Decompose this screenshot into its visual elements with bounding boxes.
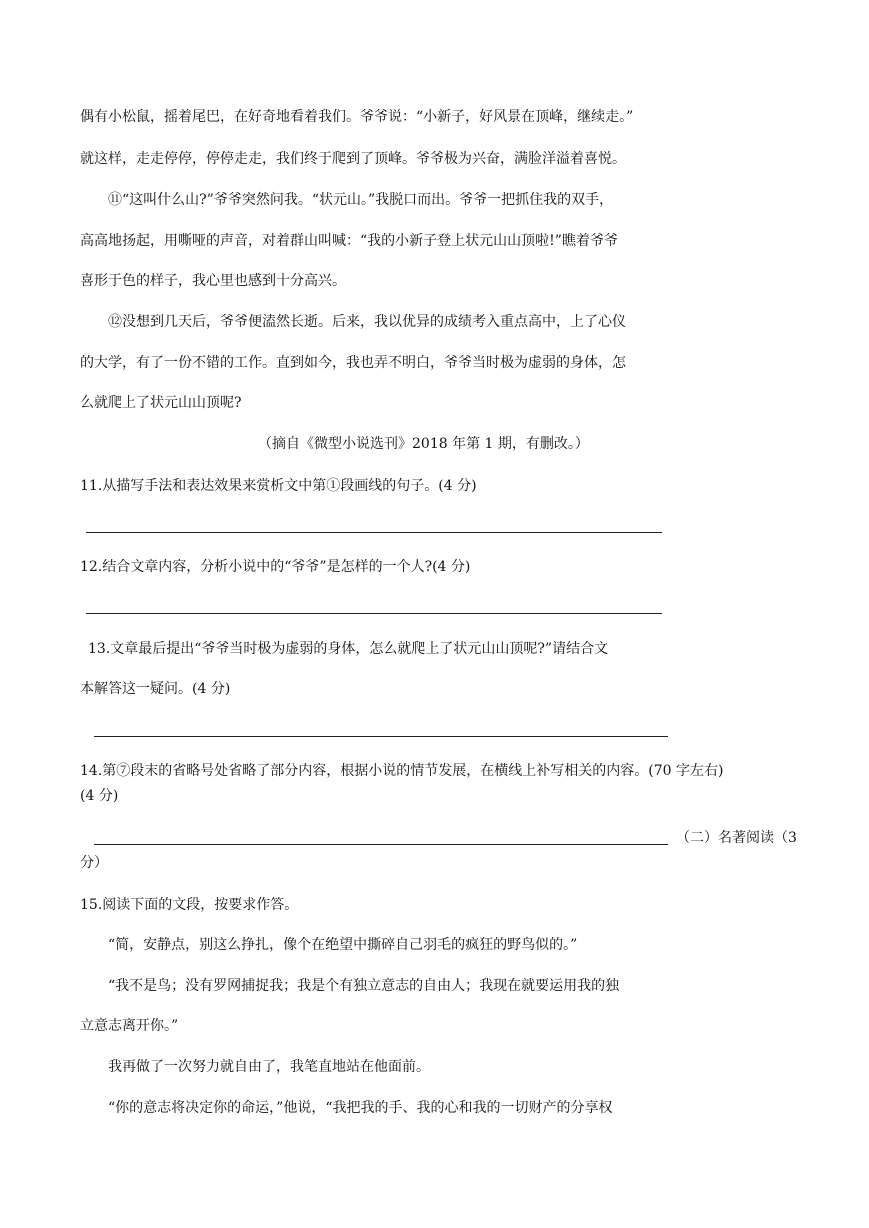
excerpt-line: 立意志离开你。” <box>80 1018 179 1034</box>
answer-line-14[interactable] <box>94 844 668 845</box>
excerpt-line: “简，安静点，别这么挣扎，像个在绝望中撕碎自己羽毛的疯狂的野鸟似的。” <box>108 937 578 953</box>
answer-line-12[interactable] <box>86 613 662 614</box>
question-line: 13.文章最后提出“爷爷当时极为虚弱的身体，怎么就爬上了状元山山顶呢?”请结合文 <box>88 641 609 657</box>
question-line: 14.第⑦段末的省略号处省略了部分内容，根据小说的情节发展，在横线上补写相关的内容。(70 字左右) <box>80 763 724 779</box>
question-line: 本解答这一疑问。(4 分) <box>80 681 231 697</box>
paragraph-line: 喜形于色的样子，我心里也感到十分高兴。 <box>80 273 346 289</box>
answer-line-11[interactable] <box>86 532 662 533</box>
source-citation: （摘自《微型小说选刊》2018 年第 1 期，有删改。） <box>258 436 589 452</box>
paragraph-line: 么就爬上了状元山山顶呢? <box>80 395 242 411</box>
section-heading: （二）名著阅读（3 <box>676 830 797 846</box>
excerpt-line: “你的意志将决定你的命运，”他说，“我把我的手、我的心和我的一切财产的分享权 <box>108 1100 613 1116</box>
paragraph-line: 就这样，走走停停，停停走走，我们终于爬到了顶峰。爷爷极为兴奋，满脸洋溢着喜悦。 <box>80 151 626 167</box>
section-heading-cont: 分） <box>80 855 108 871</box>
question-15: 15.阅读下面的文段，按要求作答。 <box>80 897 299 913</box>
paragraph-line: 高高地扬起，用嘶哑的声音，对着群山叫喊：“我的小新子登上状元山山顶啦!”瞧着爷爷 <box>80 233 618 249</box>
paragraph-line: 的大学，有了一份不错的工作。直到如今，我也弄不明白，爷爷当时极为虚弱的身体，怎 <box>80 355 626 371</box>
question-12: 12.结合文章内容，分析小说中的“爷爷”是怎样的一个人?(4 分) <box>80 559 471 575</box>
excerpt-line: “我不是鸟；没有罗网捕捉我；我是个有独立意志的自由人；我现在就要运用我的独 <box>108 978 620 994</box>
paragraph-line: ⑫没想到几天后，爷爷便溘然长逝。后来，我以优异的成绩考入重点高中，上了心仪 <box>108 314 626 330</box>
answer-line-13[interactable] <box>94 736 668 737</box>
question-11: 11.从描写手法和表达效果来赏析文中第①段画线的句子。(4 分) <box>80 478 477 494</box>
question-line: (4 分) <box>80 788 119 804</box>
excerpt-line: 我再做了一次努力就自由了，我笔直地站在他面前。 <box>108 1059 430 1075</box>
paragraph-line: ⑪“这叫什么山?”爷爷突然问我。“状元山。”我脱口而出。爷爷一把抓住我的双手， <box>108 192 614 208</box>
paragraph-line: 偶有小松鼠，摇着尾巴，在好奇地看着我们。爷爷说：“小新子，好风景在顶峰，继续走。” <box>80 109 634 125</box>
